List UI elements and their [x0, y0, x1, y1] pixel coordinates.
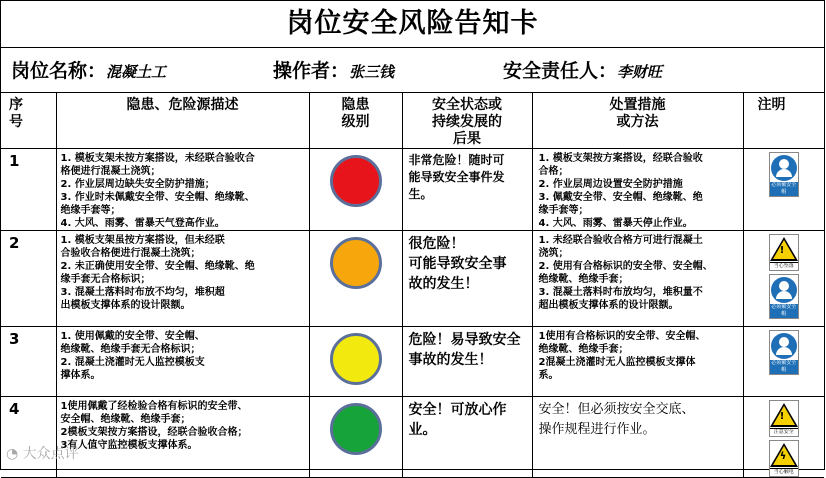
post-label: 岗位名称：: [11, 60, 107, 82]
risk-table: [1, 93, 824, 478]
header-measures: 处置措施 或方法: [532, 93, 743, 149]
consequence-cell: 安全！可放心作 业。: [402, 397, 532, 478]
table-row: [1, 231, 824, 327]
note-cell: [743, 397, 824, 478]
header-hazard: 隐患、危险源描述: [56, 93, 309, 149]
measures-cell: 1. 模板支架按方案搭设，经联合验收 合格； 2. 作业层周边设置安全防护措施 3. 佩戴安全带、安全帽、绝缘靴、绝 缘手套等； 4. 大风、雨雾、雷暴天停止作业。: [532, 149, 743, 231]
info-row: [1, 48, 824, 93]
risk-light-green: [330, 403, 382, 455]
falling-hazard-icon: !: [770, 237, 798, 261]
consequence-cell: 很危险！ 可能导致安全事 故的发生！: [402, 231, 532, 327]
hazard-text: 1使用佩戴了经检验合格有标识的安全带、 安全帽、绝缘靴、绝缘手套； 2模板支架按方案搭设，经联合验收合格； 3有人值守监控模板支撑体系。: [60, 401, 248, 451]
sign-caption: 必须戴安全帽: [771, 304, 797, 317]
hazard-cell: [56, 231, 309, 327]
risk-light-yellow: [330, 333, 382, 385]
helmet-icon: [771, 277, 797, 303]
electric-shock-icon: ϟ: [770, 443, 798, 467]
level-cell: [309, 149, 402, 231]
warning-sign: [769, 440, 799, 477]
hazard-cell: [56, 149, 309, 231]
hazard-text: 1. 使用佩戴的安全带、安全帽、 绝缘靴、绝缘手套无合格标识； 2. 混凝土浇灌时无人监控模板支 撑体系。: [60, 331, 205, 381]
level-cell: [309, 397, 402, 478]
sign-caption: 当心坠落: [770, 262, 798, 270]
helmet-icon: [771, 155, 797, 181]
hazard-cell: [56, 327, 309, 397]
row-number: 1: [1, 149, 56, 231]
caution-icon: !: [770, 403, 798, 427]
measures-cell: 1使用有合格标识的安全带、安全帽、 绝缘靴、绝缘手套； 2混凝土浇灌时无人监控模板支撑体 系。: [532, 327, 743, 397]
risk-light-orange: [330, 237, 382, 289]
operator-label: 操作者：: [273, 60, 350, 82]
mandatory-sign: [769, 152, 799, 197]
header-consequence: 安全状态或 持续发展的 后果: [402, 93, 532, 149]
header-note: 注明: [743, 93, 824, 149]
consequence-cell: 危险！易导致安全 事故的发生！: [402, 327, 532, 397]
mandatory-sign: [769, 274, 799, 319]
row-number: 2: [1, 231, 56, 327]
risk-light-red: [330, 155, 382, 207]
warning-sign: [769, 400, 799, 437]
sign-caption: 注意安全: [770, 428, 798, 436]
watermark: [6, 443, 79, 463]
table-row: [1, 397, 824, 478]
card-title: 岗位安全风险告知卡: [1, 1, 824, 48]
responsible-field: [503, 56, 662, 83]
operator-value: 张三钱: [349, 63, 395, 81]
table-row: [1, 327, 824, 397]
operator-field: [273, 56, 394, 83]
post-field: [11, 56, 166, 83]
warning-sign: [769, 234, 799, 271]
mandatory-sign: [769, 330, 799, 375]
watermark-text: 大众点评: [22, 446, 79, 462]
watermark-logo-icon: ◔: [6, 446, 19, 462]
row-number: 4: [1, 397, 56, 478]
hazard-text: 1. 模板支架未按方案搭设，未经联合验收合 格便进行混凝土浇筑； 2. 作业层周边缺失安全防护措施； 3. 作业时未佩戴安全带、安全帽、绝缘靴、 绝缘手套等； 4. 大风、雨雾、雷暴天气登高作业。: [60, 153, 255, 229]
measures-cell: 1. 未经联合验收合格方可进行混凝土 浇筑； 2. 使用有合格标识的安全带、安全帽、 绝缘靴、绝缘手套； 3. 混凝土落料时布放均匀，堆积量不 超出模板支撑体系的设计限额。: [532, 231, 743, 327]
hazard-text: 1. 模板支架虽按方案搭设，但未经联 合验收合格便进行混凝土浇筑； 2. 未正确使用安全带、安全帽、绝缘靴、绝 缘手套无合格标识； 3. 混凝土落料时布放不均匀，堆积超 出模板支撑体系的设计限额。: [60, 235, 255, 311]
sign-caption: 必须戴安全帽: [771, 360, 797, 373]
level-cell: [309, 231, 402, 327]
table-row: [1, 149, 824, 231]
responsible-label: 安全责任人：: [503, 60, 618, 82]
sign-caption: 当心触电: [770, 468, 798, 476]
responsible-value: 李财旺: [617, 63, 663, 81]
measures-cell: 安全！但必须按安全交底、 操作规程进行作业。: [532, 397, 743, 478]
note-cell: [743, 327, 824, 397]
table-header-row: [1, 93, 824, 149]
note-cell: [743, 149, 824, 231]
post-value: 混凝土工: [106, 63, 167, 81]
consequence-cell: 非常危险！随时可 能导致安全事件发 生。: [402, 149, 532, 231]
helmet-icon: [771, 333, 797, 359]
note-cell: [743, 231, 824, 327]
sign-caption: 必须戴安全帽: [771, 182, 797, 195]
header-level: 隐患 级别: [309, 93, 402, 149]
hazard-cell: [56, 397, 309, 478]
level-cell: [309, 327, 402, 397]
row-number: 3: [1, 327, 56, 397]
header-num: 序 号: [1, 93, 56, 149]
